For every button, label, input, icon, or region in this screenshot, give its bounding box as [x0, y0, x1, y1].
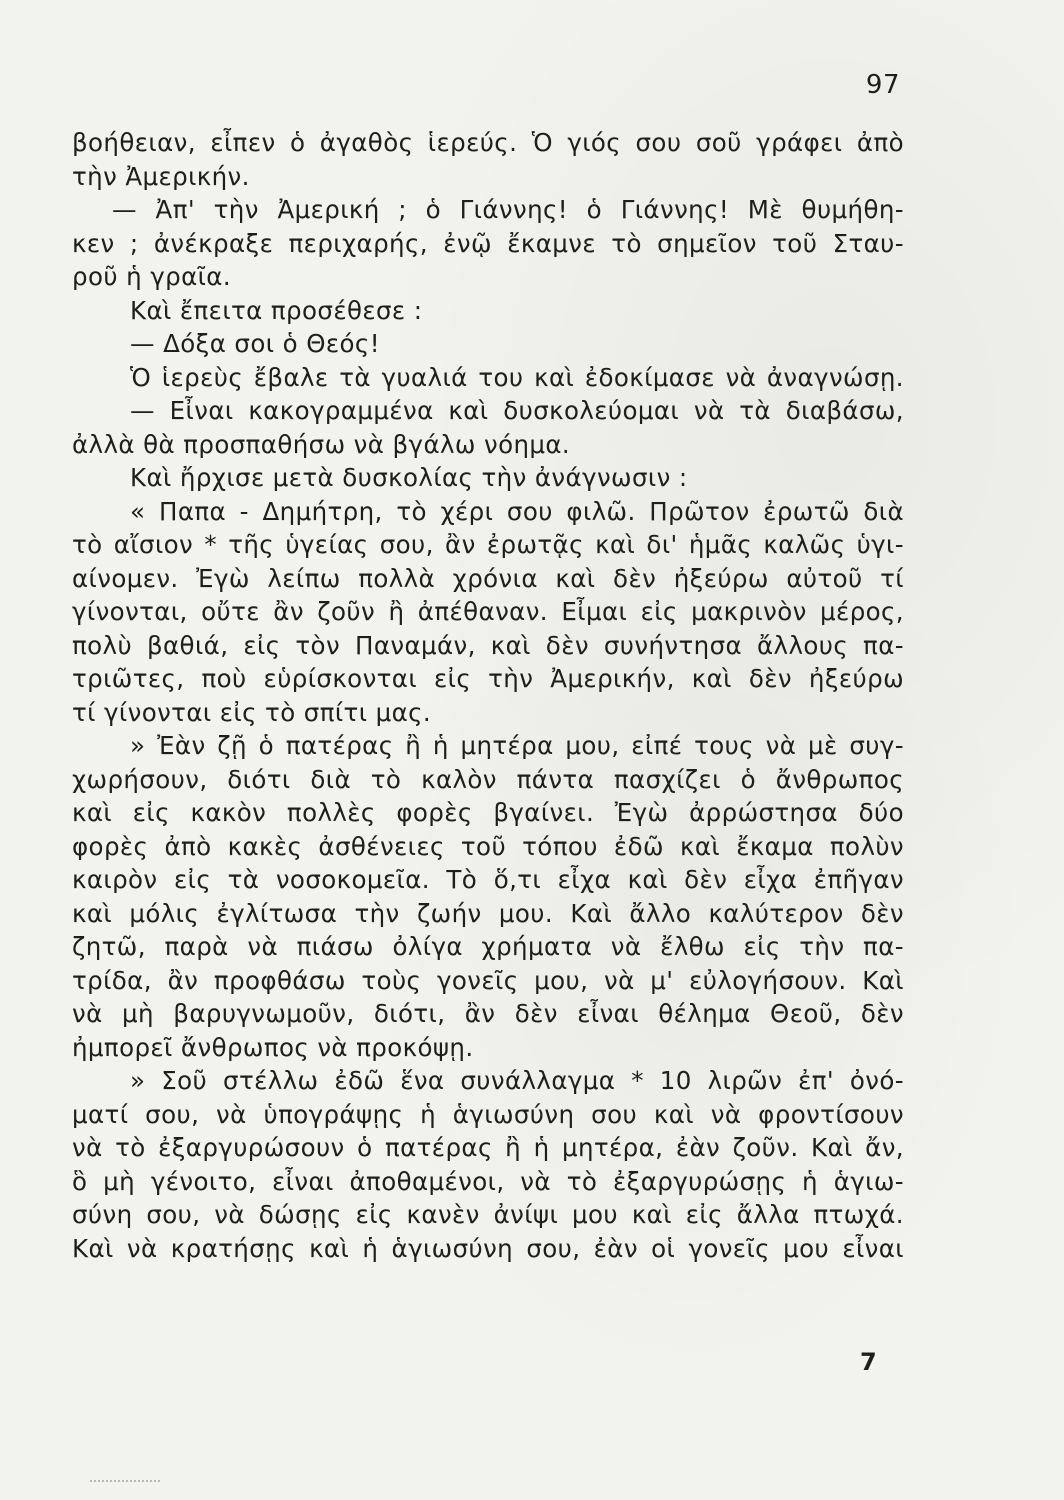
text-line: τριῶτες, ποὺ εὑρίσκονται εἰς τὴν Ἀμερικήν, καὶ δὲν ἠξεύρω [72, 664, 904, 693]
bottom-dotted-mark [90, 1480, 160, 1484]
text-line: βοήθειαν, εἶπεν ὁ ἀγαθὸς ἱερεύς. Ὁ γιός σου σοῦ γράφει ἀπὸ [72, 128, 904, 157]
text-line: χωρήσουν, διότι διὰ τὸ καλὸν πάντα πασχίζει ὁ ἄνθρωπος [72, 764, 904, 794]
text-line: καὶ μόλις ἐγλίτωσα τὴν ζωήν μου. Καὶ ἄλλο καλύτερον δὲν [72, 898, 904, 928]
text-line: ἠμπορεῖ ἄνθρωπος νὰ προκόψῃ. [72, 1032, 474, 1062]
text-line: αίνομεν. Ἐγὼ λείπω πολλὰ χρόνια καὶ δὲν ἠξεύρω αὐτοῦ τί [72, 563, 904, 593]
text-line: νὰ τὸ ἐξαργυρώσουν ὁ πατέρας ἢ ἡ μητέρα, ἐὰν ζοῦν. Καὶ ἄν, [72, 1133, 904, 1162]
text-line: σύνη σου, νὰ δώσῃς εἰς κανὲν ἀνίψι μου καὶ εἰς ἄλλα πτωχά. [72, 1200, 904, 1229]
text-line: καὶ εἰς κακὸν πολλὲς φορὲς βγαίνει. Ἐγὼ ἀρρώστησα δύο [72, 798, 904, 827]
text-line: » Σοῦ στέλλω ἐδῶ ἕνα συνάλλαγμα * 10 λιρῶν ἐπ' ὀνό- [130, 1066, 904, 1095]
text-line: γίνονται, οὔτε ἂν ζοῦν ἢ ἀπέθαναν. Εἶμαι εἰς μακρινὸν μέρος, [72, 597, 904, 626]
text-line: ἀλλὰ θὰ προσπαθήσω νὰ βγάλω νόημα. [72, 429, 571, 459]
text-line: τὸ αἴσιον * τῆς ὑγείας σου, ἂν ἐρωτᾷς καὶ δι' ἡμᾶς καλῶς ὑγι- [72, 530, 904, 559]
text-line: Καὶ νὰ κρατήσῃς καὶ ἡ ἁγιωσύνη σου, ἐὰν οἱ γονεῖς μου εἶναι [72, 1233, 904, 1263]
text-line: ὃ μὴ γένοιτο, εἶναι ἀποθαμένοι, νὰ τὸ ἐξαργυρώσῃς ἡ ἁγιω- [72, 1166, 904, 1196]
text-line: ζητῶ, παρὰ νὰ πιάσω ὀλίγα χρήματα νὰ ἔλθω εἰς τὴν πα- [72, 932, 904, 961]
text-line: ματί σου, νὰ ὑπογράψῃς ἡ ἁγιωσύνη σου καὶ νὰ φροντίσουν [72, 1099, 904, 1129]
page-number: 97 [865, 70, 900, 100]
text-line: τρίδα, ἂν προφθάσω τοὺς γονεῖς μου, νὰ μ' εὐλογήσουν. Καὶ [72, 965, 904, 995]
signature-mark: 7 [860, 1348, 877, 1376]
text-line: — Εἶναι κακογραμμένα καὶ δυσκολεύομαι νὰ τὰ διαβάσω, [130, 396, 904, 425]
text-line: Ὁ ἱερεὺς ἔβαλε τὰ γυαλιά του καὶ ἐδοκίμασε νὰ ἀναγνώσῃ. [130, 362, 904, 392]
page-text [72, 126, 904, 1265]
text-line: κεν ; ἀνέκραξε περιχαρής, ἐνῷ ἔκαμνε τὸ σημεῖον τοῦ Σταυ- [72, 228, 904, 258]
text-line: ροῦ ἡ γραῖα. [72, 262, 232, 291]
text-line: τὴν Ἀμερικήν. [72, 161, 250, 191]
text-line: — Ἀπ' τὴν Ἀμερική ; ὁ Γιάννης! ὁ Γιάννης! Μὲ θυμήθη- [112, 195, 904, 224]
text-line: πολὺ βαθιά, εἰς τὸν Παναμάν, καὶ δὲν συνήντησα ἄλλους πα- [72, 630, 904, 660]
text-line: — Δόξα σοι ὁ Θεός! [130, 329, 380, 358]
text-line: φορὲς ἀπὸ κακὲς ἀσθένειες τοῦ τόπου ἐδῶ καὶ ἔκαμα πολὺν [72, 831, 904, 861]
text-line: » Ἐὰν ζῇ ὁ πατέρας ἢ ἡ μητέρα μου, εἰπέ τους νὰ μὲ συγ- [130, 731, 904, 760]
text-line: τί γίνονται εἰς τὸ σπίτι μας. [72, 697, 432, 727]
text-line: « Παπα - Δημήτρη, τὸ χέρι σου φιλῶ. Πρῶτον ἐρωτῶ διὰ [130, 496, 904, 526]
text-line: Καὶ ἤρχισε μετὰ δυσκολίας τὴν ἀνάγνωσιν : [130, 463, 688, 492]
text-line: καιρὸν εἰς τὰ νοσοκομεῖα. Τὸ ὅ,τι εἶχα καὶ δὲν εἶχα ἐπῆγαν [72, 865, 904, 894]
text-line: Καὶ ἔπειτα προσέθεσε : [130, 295, 423, 325]
text-line: νὰ μὴ βαρυγνωμοῦν, διότι, ἂν δὲν εἶναι θέλημα Θεοῦ, δὲν [72, 999, 904, 1028]
